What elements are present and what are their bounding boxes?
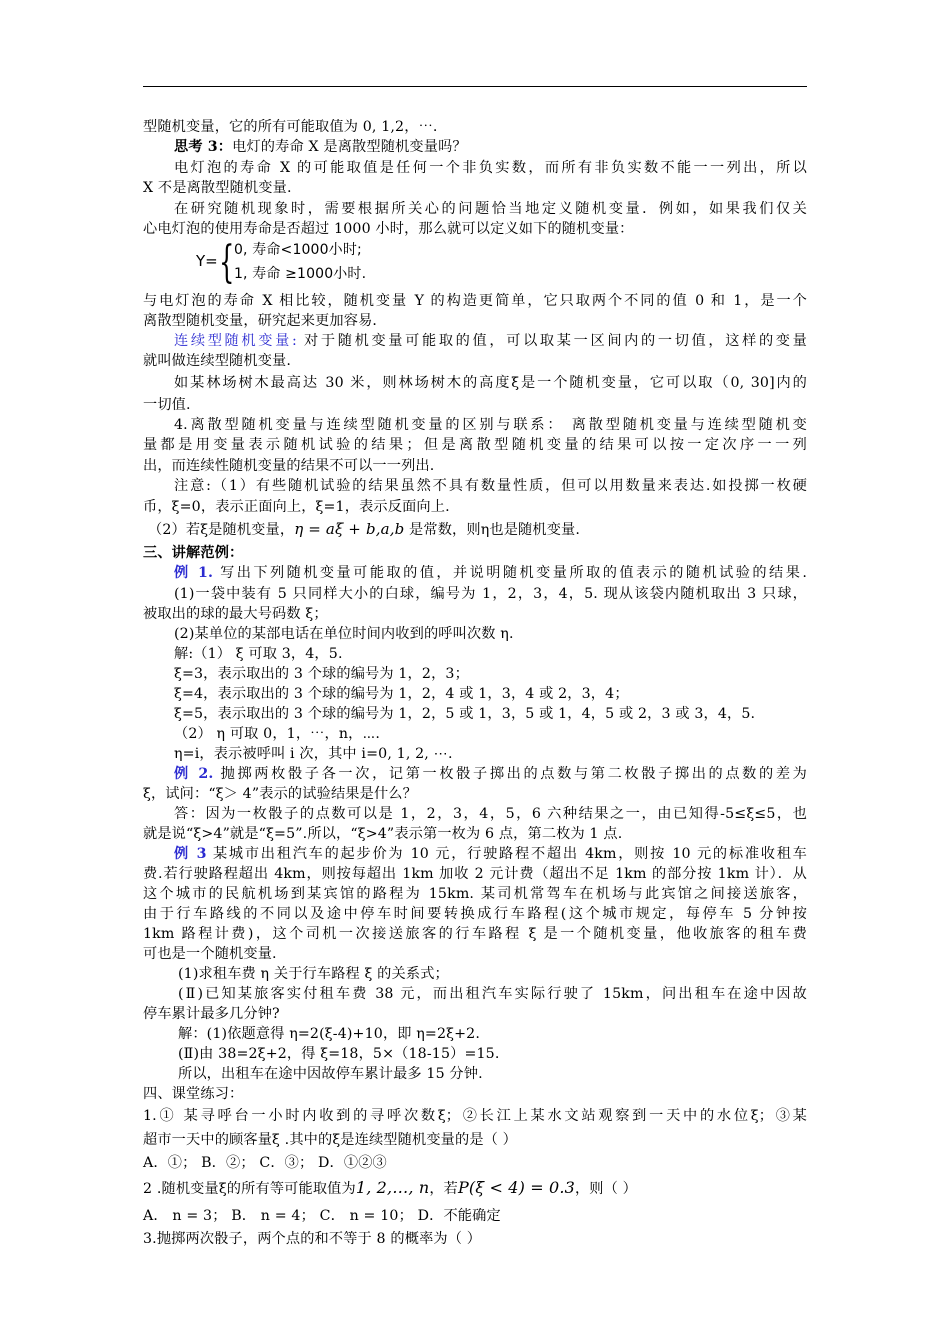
continuous-def-line <box>174 331 807 351</box>
example-1-text: 写出下列随机变量可能取的值，并说明随机变量所取的值表示的随机试验的结果. <box>213 565 807 581</box>
text-line: 币，ξ=0，表示正面向上，ξ=1，表示反面向上. <box>143 499 450 515</box>
example-2-line <box>174 764 807 784</box>
text-line: ξ=5，表示取出的 3 个球的编号为 1，2，5 或 1，3，5 或 1，4，5 或 2，3 或 3，4，5. <box>174 706 756 722</box>
question-1-options: A．①； B．②； C．③； D．①②③ <box>143 1155 387 1171</box>
note2-text-a: （2）若ξ是随机变量， <box>148 522 295 538</box>
question-2-options: A． n = 3； B． n = 4； C． n = 10； D．不能确定 <box>143 1208 501 1224</box>
text-line: 量都是用变量表示随机试验的结果；但是离散型随机变量的结果可以按一定次序一一列 <box>143 437 807 453</box>
text-line: （2） η 可取 0，1，⋯，n，⋯. <box>174 726 381 742</box>
text-line: 就是说“ξ>4”就是“ξ=5”.所以，“ξ>4”表示第一枚为 6 点，第二枚为 1 点. <box>143 826 623 842</box>
example-1-label: 例 1. <box>174 565 214 581</box>
question-2-text-c: ，则（ ） <box>574 1181 637 1197</box>
continuous-text: 对于随机变量可能取的值，可以取某一区间内的一切值，这样的变量 <box>296 333 807 349</box>
piecewise-brace: { <box>219 237 235 288</box>
text-line: 注意:（1）有些随机试验的结果虽然不具有数量性质，但可以用数量来表达.如投掷一枚硬 <box>174 478 807 494</box>
header-rule <box>143 86 807 87</box>
piecewise-case-2: 1, 寿命 ≥1000小时. <box>234 266 367 282</box>
text-line: (2)某单位的某部电话在单位时间内收到的呼叫次数 η. <box>174 626 514 642</box>
text-line: 一切值. <box>143 397 191 413</box>
question-2-probability: P(ξ < 4) = 0.3 <box>458 1178 575 1197</box>
note2-text-b: 是常数，则η也是随机变量. <box>404 522 581 538</box>
question-2-text-b: ，若 <box>429 1181 458 1197</box>
text-line: 这个城市的民航机场到某宾馆的路程为 15km. 某司机常驾车在机场与此宾馆之间接送旅客， <box>143 886 807 902</box>
question-2-line <box>143 1178 807 1199</box>
example-3-line <box>174 844 807 864</box>
question-2-text-a: 2 .随机变量ξ的所有等可能取值为 <box>143 1181 356 1197</box>
text-line: (1)一袋中装有 5 只同样大小的白球，编号为 1，2，3，4，5. 现从该袋内随机取出 3 只球， <box>174 586 807 602</box>
text-line: 解:（1） ξ 可取 3，4，5. <box>174 646 343 662</box>
section-4-heading: 四、课堂练习： <box>143 1086 244 1102</box>
note2-line <box>148 519 812 540</box>
text-line: 型随机变量，它的所有可能取值为 0, 1,2，⋯. <box>143 119 438 135</box>
text-line: 出，而连续性随机变量的结果不可以一一列出. <box>143 458 435 474</box>
text-line: 就叫做连续型随机变量. <box>143 353 292 369</box>
section-3-heading: 三、讲解范例： <box>143 545 244 561</box>
text-line: 心电灯泡的使用寿命是否超过 1000 小时，那么就可以定义如下的随机变量： <box>143 221 634 237</box>
text-line: 电灯泡的寿命 X 的可能取值是任何一个非负实数，而所有非负实数不能一一列出，所以 <box>174 160 807 176</box>
example-1-line <box>174 563 807 583</box>
continuous-label: 连续型随机变量: <box>174 333 297 349</box>
text-line: 费.若行驶路程超出 4km，则按每超出 1km 加收 2 元计费（超出不足 1km 的部分按 1km 计）．从 <box>143 866 807 882</box>
example-2-label: 例 2. <box>174 766 214 782</box>
text-line: 在研究随机现象时，需要根据所关心的问题恰当地定义随机变量．例如，如果我们仅关 <box>174 201 807 217</box>
piecewise-y-label: Y= <box>196 252 218 270</box>
text-line: (Ⅱ)由 38=2ξ+2，得 ξ=18，5×（18-15）=15. <box>178 1046 500 1062</box>
example-2-text: 抛掷两枚骰子各一次，记第一枚骰子掷出的点数与第二枚骰子掷出的点数的差为 <box>213 766 807 782</box>
question-2-values: 1, 2,…, n <box>355 1178 430 1197</box>
question-1-line-1: 1.① 某寻呼台一小时内收到的寻呼次数ξ；②长江上某水文站观察到一天中的水位ξ；③某 <box>143 1108 807 1124</box>
text-line: (1)求租车费 η 关于行车路程 ξ 的关系式； <box>178 966 449 982</box>
text-line: X 不是离散型随机变量. <box>143 180 292 196</box>
text-line: ξ，试问：“ξ＞ 4”表示的试验结果是什么？ <box>143 786 417 802</box>
text-line: ξ=3，表示取出的 3 个球的编号为 1，2，3； <box>174 666 469 682</box>
question-3-line: 3.抛掷两次骰子，两个点的和不等于 8 的概率为（ ） <box>143 1231 482 1247</box>
example-3-label: 例 3 <box>174 846 207 862</box>
text-line: 可也是一个随机变量. <box>143 946 277 962</box>
text-line: 离散型随机变量，研究起来更加容易． <box>143 313 387 329</box>
text-line: ξ=4，表示取出的 3 个球的编号为 1，2，4 或 1，3，4 或 2，3，4； <box>174 686 629 702</box>
text-line: 解：(1)依题意得 η=2(ξ-4)+10，即 η=2ξ+2. <box>178 1026 480 1042</box>
think3-label: 思考 3： <box>174 139 233 155</box>
note2-formula: η = aξ + b,a,b <box>294 520 405 538</box>
text-line: η=i，表示被呼叫 i 次，其中 i=0, 1, 2, ⋯. <box>174 746 453 762</box>
think3-text: 电灯的寿命 X 是离散型随机变量吗？ <box>232 139 467 155</box>
text-line: 4.离散型随机变量与连续型随机变量的区别与联系： 离散型随机变量与连续型随机变 <box>174 417 807 433</box>
piecewise-case-1: 0, 寿命<1000小时; <box>234 242 362 258</box>
text-line: (Ⅱ)已知某旅客实付租车费 38 元，而出租汽车实际行驶了 15km，问出租车在途中因故 <box>178 986 807 1002</box>
think3-line <box>174 137 807 157</box>
text-line: 所以，出租车在途中因故停车累计最多 15 分钟. <box>178 1066 483 1082</box>
text-line: 被取出的球的最大号码数 ξ； <box>143 606 328 622</box>
text-line: 1km 路程计费)，这个司机一次接送旅客的行车路程 ξ 是一个随机变量，他收旅客的租车费 <box>143 926 807 942</box>
text-line: 停车累计最多几分钟? <box>143 1006 280 1022</box>
text-line: 与电灯泡的寿命 X 相比较，随机变量 Y 的构造更简单，它只取两个不同的值 0 和 1，是一个 <box>143 293 807 309</box>
example-3-text: 某城市出租汽车的起步价为 10 元，行驶路程不超出 4km，则按 10 元的标准收租车 <box>206 846 808 862</box>
text-line: 如某林场树木最高达 30 米，则林场树木的高度ξ是一个随机变量，它可以取（0, 30]内的 <box>174 375 807 391</box>
text-line: 答：因为一枚骰子的点数可以是 1，2，3，4，5，6 六种结果之一，由已知得-5≤ξ≤5，也 <box>174 806 807 822</box>
question-1-line-2: 超市一天中的顾客量ξ .其中的ξ是连续型随机变量的是（ ） <box>143 1132 518 1148</box>
text-line: 由于行车路线的不同以及途中停车时间要转换成行车路程(这个城市规定，每停车 5 分钟按 <box>143 906 807 922</box>
